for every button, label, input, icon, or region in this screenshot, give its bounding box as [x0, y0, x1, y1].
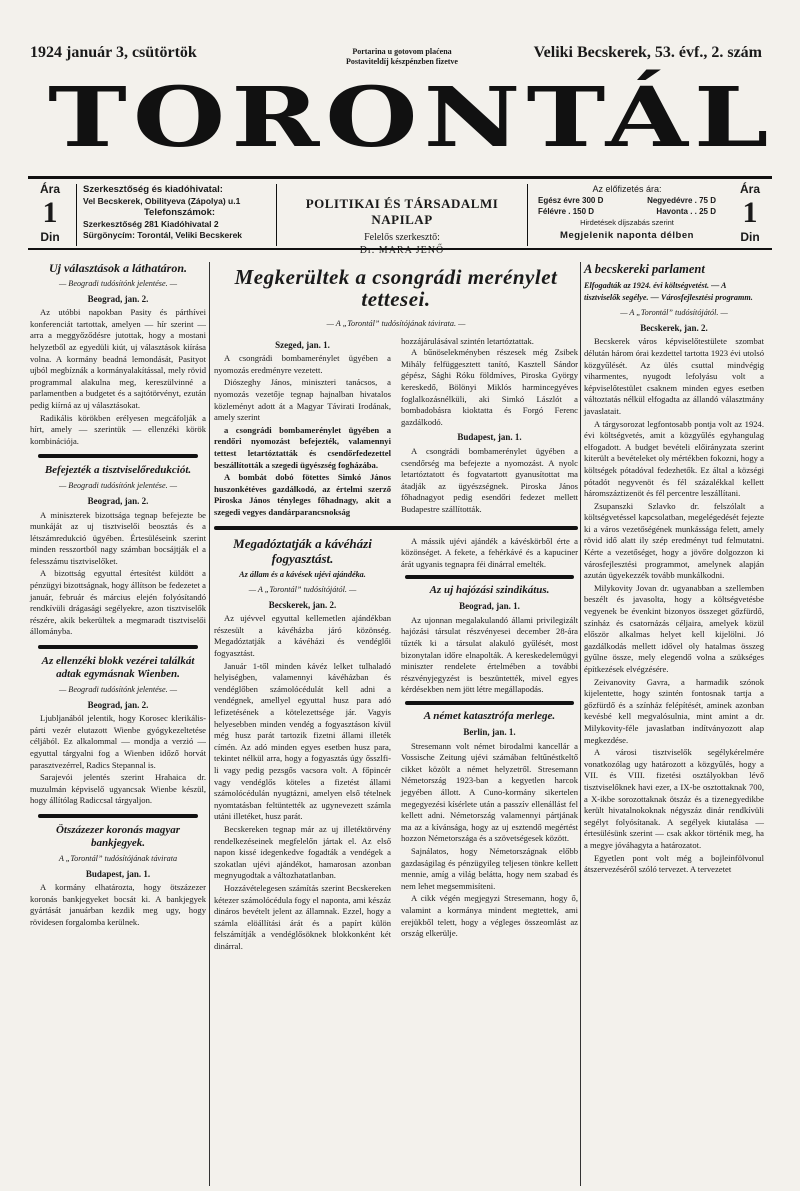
article-paragraph: Zsupanszki Szlavko dr. felszólalt a költségvetéssel kapcsolatban, megelégedését fejezte ki a város vezetőségének munkássága felett, amely rövid idő alatt ily szép eredményt tud felmutatni. Kérte a vezetőséget, hogy a jövőre dolgozzon ki városfejlesztési programmot, amelynek alapján azután ügyekezzék tovább munkálkodni. [584, 500, 764, 581]
article-title: A német katasztrófa merlege. [423, 710, 556, 723]
paper-type-box [276, 184, 528, 256]
editorial-info [76, 184, 276, 246]
article-dateline: Beograd, jan. 2. [87, 699, 149, 710]
article-paragraph: Zeivanovity Gavra, a harmadik szónok kijelentette, hogy szintén fontosnak tartja a gőzfürdő és a színház felépítését, aminek azonban kevésbé kell megvalósulnia, mint amint a dr. Milykovity-féle javaslatban indítványozott alap megkezdése. [584, 676, 764, 745]
article-paragraph: Milykovity Jovan dr. ugyanabban a szellemben beszélt és javasolta, hogy a költségvetésbe vegyenek be évenkint bizonyos összeget gőzfürdő, színház és csatornázás céljaira, amelyek közül először alkalmas helyet kell kijelölni. Jó gazdálkodás mellett idővel oly hatalmas összeg gyűlne össze, mely elegendő volna a szükséges építkezések elvégzésére. [584, 582, 764, 674]
column-rule-2 [580, 262, 581, 1186]
price-unit: Din [40, 230, 60, 244]
lead-subcolumn-1 [214, 336, 391, 520]
lead-subcolumn-2 [401, 336, 578, 520]
lead-headline: Megkerültek a csongrádi merénylet tettesei. [234, 265, 558, 311]
article-title: Az ellenzéki blokk vezérei találkát adtak egymásnak Wienben. [41, 655, 195, 681]
article-title: Uj választások a láthatáron. [48, 261, 188, 275]
postal-line-1: Portarina u gotovom plaćena [352, 47, 452, 56]
editor-name: Dr. MARA JENŐ [359, 245, 445, 256]
article-paragraph: Radikális körökben erélyesen megcáfolják a hírt, amely — szerintük — ellenzéki körök kombinációja. [30, 412, 206, 446]
article-dateline: Becskerek, jan. 2. [640, 322, 708, 333]
article-dateline: Becskerek, jan. 2. [268, 599, 337, 610]
postal-line-2: Postaviteldíj készpénzben fizetve [346, 57, 458, 66]
ads-note: Hirdetések díjszabás szerint [580, 218, 674, 227]
issue-number: Veliki Becskerek, 53. évf., 2. szám [533, 44, 762, 61]
article-dateline: Szeged, jan. 1. [275, 339, 330, 350]
price-box-right [728, 182, 772, 244]
article-dek: Az állam és a kávések ujévi ajándéka. [239, 569, 366, 579]
price-value-right: 1 [742, 196, 758, 229]
article-paragraph: Sajnálatos, hogy Németországnak előbb gazdaságilag és pénzügyileg teljesen tönkre kellett mennie, amíg a világ belátta, hogy nem szabad és nem lehet megsemmisíteni. [401, 845, 578, 891]
subs-year: Egész évre 300 D [538, 196, 604, 205]
article-paragraph: A csongrádi bombamerénylet ügyében a csendőrség ma befejezte a nyomozást. A nyolc letartóztatott és fogvatartott gyanusítottat ma átadják az ügyészségnek. Piroska János főhadnagyot pedig esendőri fedezet mellett Budapestre szállították. [401, 445, 578, 514]
article-paragraph: A bombát dobó fötettes Simkó János huszonkétéves gazdálkodó, az értelmi szerző Piroska János tényleges főhadnagy, akit a szegedi vegyes dandárparancsnokság [214, 472, 391, 517]
phones-head: Telefonszámok: [143, 207, 216, 218]
article-dek: — A „Torontál” tudósítójától. — [620, 308, 728, 318]
article-dek: Elfogadták az 1924. évi költségvetést. — A tisztviselők segélye. — Városfejlesztési programm. [584, 281, 753, 302]
column-right [584, 262, 764, 877]
price-label-right: Ára [739, 182, 760, 196]
article-title: Befejezték a tisztviselőredukciót. [44, 464, 192, 477]
lead-dek: — A „Torontál” tudósítójának távirata. — [326, 319, 466, 328]
article-dateline: Berlin, jan. 1. [463, 727, 516, 738]
center-subcolumn-1 [214, 536, 391, 954]
article-paragraph: A mássik ujévi ajándék a kávéskörből érte a közönséget. A fekete, a fehérkávé és a kapuciner árát ugyanis tegnapra féi dinárral emelték. [401, 535, 578, 569]
center-subcolumn-2 [401, 536, 578, 954]
article-title: A becskereki parlament [584, 262, 705, 276]
article-dateline: Budapest, jan. 1. [85, 868, 151, 879]
article-dateline: Beograd, jan. 2. [87, 495, 149, 506]
article-paragraph: Becskereken tegnap már az uj illetéktörvény rendelkezéseinek megfelelőn jártak el. Az első napon kissé idegenkedve fogadták a vendégek a szokatlan ujévi ajándékot, hamarosan azonban megnyugodtak a változhatatlanban. [214, 823, 391, 881]
article-paragraph: Az ujévvel egyuttal kellemetlen ajándékban részesült a kávéházba járó közönség. Megadóztatják a kávéházi és vendéglői fogyasztást. [214, 613, 391, 659]
article-paragraph: hozzájárulásával szintén letartóztattak. [401, 335, 534, 346]
phones: Szerkesztőség 281 Kiadóhivatal 2 [83, 218, 219, 229]
top-row [30, 44, 762, 68]
article-paragraph: A miniszterek bizottsága tegnap befejezte be munkáját az uj tisztviselői beosztás és a létszámredukció ügyében. Értesüléseink szerint minden resszortból nagy számban bocsájtják el a felesszámu tisztviselőket. [30, 509, 206, 566]
article-paragraph: A bűnöselekményben részesek még Zsibek Mihály felfüggesztett tanító, Kasztell Sándor gépész, Sághi Róku földmíves, Piroska György kereskedő, Bölönyi Miklós harmincegyéves foglalkozásnélküli, aki Simkó Lászlót a bombadobásra kioktatta és Forgó Ferenc gazdálkodó. [401, 347, 578, 427]
editor-label: Felelős szerkesztő: [364, 232, 440, 243]
section-divider [38, 645, 198, 649]
article-title: Megadóztatják a kávéházi fogyasztást. [233, 535, 372, 566]
postal-note [322, 47, 482, 67]
masthead-title: TORONTÁL [48, 67, 775, 166]
editorial-address: Vel Becskerek, Obilityeva (Zápolya) u.1 [83, 195, 241, 206]
subscription-info [534, 184, 720, 241]
article-paragraph: Az ujonnan megalakulandó állami privilegizált hajózási társulat részvényesei december 28-ára tűzték ki a társulat alakuló gyűlését, most bizonytalan időre elnapolták. A kereskedelemügyi miniszter rendelete értelmében a további részvényjegyzést is beszüntették, mivel egyes kérdésekben nem jött létre megállapodás. [401, 614, 578, 695]
masthead-rule [28, 176, 772, 179]
article-paragraph: A csongrádi bombamerénylet ügyében a nyomozás eredményre vezetett. [214, 353, 391, 375]
article-paragraph: Sarajevói jelentés szerint Hrahaica dr. muzulmán képviselő ugyancsak Wienbe készül, hogy állítólag Radiccsal tárgyaljon. [30, 772, 206, 806]
paper-type: POLITIKAI ÉS TÁRSADALMI NAPILAP [305, 196, 499, 227]
article-dek: A „Torontál” tudósítójának távirata [58, 853, 178, 863]
telegram-address: Sürgönycím: Torontál, Veliki Becskerek [83, 230, 243, 240]
article-dateline: Beograd, jan. 1. [459, 601, 520, 612]
article-paragraph: Január 1-től minden kávéz lelket tulhaladó helyiségben, valamennyi kávéházban és vendéglőben számolócédulát kell adni a vendégnek, amellyel egyuttal husz para adó lefizetésének a kötelezettsége jár. Vagyis helyesebben minden vendég a fogyasztáson kívül még husz parát tartozik fizetni állami illeték címén. Az adó minden egyes esetben husz para, tekintet nélkül arra, hogy a fogyasztás úgy ősszlfi-li vagy pedig pezsgős vacsora volt. A főpincér vagy vendéglős köteles a fizetést állami számolócédulán nyugtázni, amelyen első tételnek nyomtatásban feltüntették az ugynevezett számla utáni illetéket, husz parát. [214, 660, 391, 822]
price-value: 1 [42, 196, 58, 229]
article-paragraph: A tárgysorozat legfontosabb pontja volt az 1924. évi költségvetés, amit a közgyűlés egyhangulag elfogadott. A budget bevételi előirányzata szerint kiterült a bevételeket oly mértékben fokozni, hogy a költségek pótadóval fedezhetők. Ez által a községi pótadót negyvenöt és fél százalékkal kellett háromszáztizenöt és fél percentre leszállítani. [584, 418, 764, 499]
article-paragraph: Diószeghy János, miniszteri tanácsos, a nyomozás vezetője tegnap hajnalban hivatalos közleményt adott át a Magyar Távirati Irodának, amely szerint [214, 377, 391, 423]
article-paragraph: A cikk végén megjegyzi Stresemann, hogy ő, valamint a kormánya mindent megtettek, ami erejükből telett, hogy a végleges összeomlást az ország elkerülje. [401, 893, 578, 939]
daily-note: Megjelenik naponta délben [560, 230, 694, 241]
editorial-head: Szerkesztőség és kiadóhivatal: [83, 184, 223, 195]
article-paragraph: Becskerek város képviselőtestülete szombat délután három órai kezdettel tartotta 1923 évi utolsó közgyűlését. Az ülés csuttal mindvégig viharmentes, nyugodt lefolyásu volt a képviselőtestület csaknem minden egyes esetben változtatás nélkül elfogadta az állandó választmány javaslatait. [584, 336, 764, 416]
price-box-left [28, 182, 72, 244]
section-divider [38, 454, 198, 458]
subs-head: Az előfizetés ára: [592, 184, 662, 194]
section-divider [405, 575, 574, 579]
article-paragraph: a csongrádi bombamerénylet ügyében a rendőri nyomozást befejezték, valamennyi tettest letartóztatták és csendőrfedezettel beszállították a szegedi ügyészség fogházába. [214, 424, 391, 470]
section-divider [405, 701, 574, 705]
article-dek: — Beogradi tudósítónk jelentése. — [58, 481, 178, 491]
article-paragraph: Egyetlen pont volt még a bojleinfölvonul átszervezéséről szóló tervezet. A tervezetet [584, 852, 764, 875]
info-band [28, 180, 772, 256]
article-dek: — A „Torontál” tudósítójától. — [248, 585, 357, 595]
column-rule-1 [209, 262, 210, 1186]
article-title: Ötszázezer koronás magyar bankjegyek. [55, 823, 181, 849]
article-paragraph: Az utóbbi napokban Pasity és párthívei konferenciát tartottak, amelyen — hír szerint — arra a meggyőződésre jutottak, hogy a mostani helyzetből az egyedüli kiút, uj választások kiírása volna. A kormány beadná lemondását, Pasityot ujból megbíznák a kormányalakítással, mely rövid programmal alakulna meg, kereszülvinné a parlamentben a budgetet és a sajtótörvényt, ezután pedig kiírná az uj választásokat. [30, 307, 206, 410]
price-label: Ára [39, 182, 60, 196]
article-dateline: Budapest, jan. 1. [457, 432, 522, 443]
article-paragraph: Ljubljanából jelentik, hogy Korosec klerikális-párti vezér elutazott Wienbe gyógykezeltetése céljából. Ez alkalommal — mondja a verzió — egyuttal tárgyalni fog a Wienben időző horvát parasztvezérrel, Radics Stepannal is. [30, 713, 206, 770]
price-unit-right: Din [740, 230, 760, 244]
column-left [30, 262, 206, 930]
article-paragraph: Hozzávételegesen számítás szerint Becskereken kétezer számolócédula fogy el naponta, ami készáz dináros bevételt jelent az államnak. Ezzel, hogy a számla elöállítási árát és a papírt külön felszámítják a vendéglősöknek blokkonként két dinárral. [214, 882, 391, 951]
article-dek: — Beogradi tudósítónk jelentése. — [58, 685, 178, 695]
section-divider [214, 526, 578, 530]
subs-quarter: Negyedévre . 75 D [647, 196, 716, 205]
subs-half: Félévre . 150 D [538, 207, 595, 216]
article-paragraph: A kormány elhatározta, hogy ötszázezer koronás bankjegyeket bocsát ki. A bankjegyek gyártását januárban kezdik meg ugy, hogy rövidesen forgalomba kerülnek. [30, 882, 206, 927]
section-divider [38, 814, 198, 818]
article-title: Az uj hajózási szindikátus. [429, 584, 550, 597]
article-paragraph: A bizottság egyuttal értesítést küldött a pénzügyi bizottságnak, hogy állítson be fedezetet a január, február és március elején folyósítandó rendkívüli drágasági segélyekre, azon tisztviselők részére, akik bekerültek a megmaradt tisztviselői állományba. [30, 568, 206, 637]
article-dek: — Beogradi tudósítónk jelentése. — [58, 279, 178, 288]
column-center [214, 262, 578, 954]
article-dateline: Beograd, jan. 2. [87, 293, 149, 304]
article-paragraph: Stresemann volt német birodalmi kancellár a Vossische Zeitung ujévi számában feltűnéstkeltő cikket közölt a német helyzetről. Stresemann Németország 1923-ban a kegyetlen harcok jegyében állott. A Cuno-kormány sikertelen megegyezési kísérlete után a passzív ellenállást fel kellett adni. Németország valamennyi pártjának ma az a kívánsága, hogy az uj esztendő megértést hozzon Németországa és a szövetségesek között. [401, 740, 578, 844]
issue-date: 1924 január 3, csütörtök [30, 44, 197, 61]
article-paragraph: A városi tisztviselők segélykérelmére vonatkozólag ugy határozott a közgyűlés, hogy a VII. és VIII. fizetési osztályokban lévő tisztviselőknek havi ezer, a IX-be osztottaknak 700, a X-ikbe sorozottaknak ötszáz és a tizenegyedikbe került hivatalnokoknak négyszáz dinár rendkívüli segélyt folyósítanak. A segélyek kiutalása — értesülésünk szerint — csak akkor történik meg, ha a megye jóváhagyta a határozatot. [584, 747, 764, 850]
subs-month: Havonta . . 25 D [656, 207, 716, 216]
